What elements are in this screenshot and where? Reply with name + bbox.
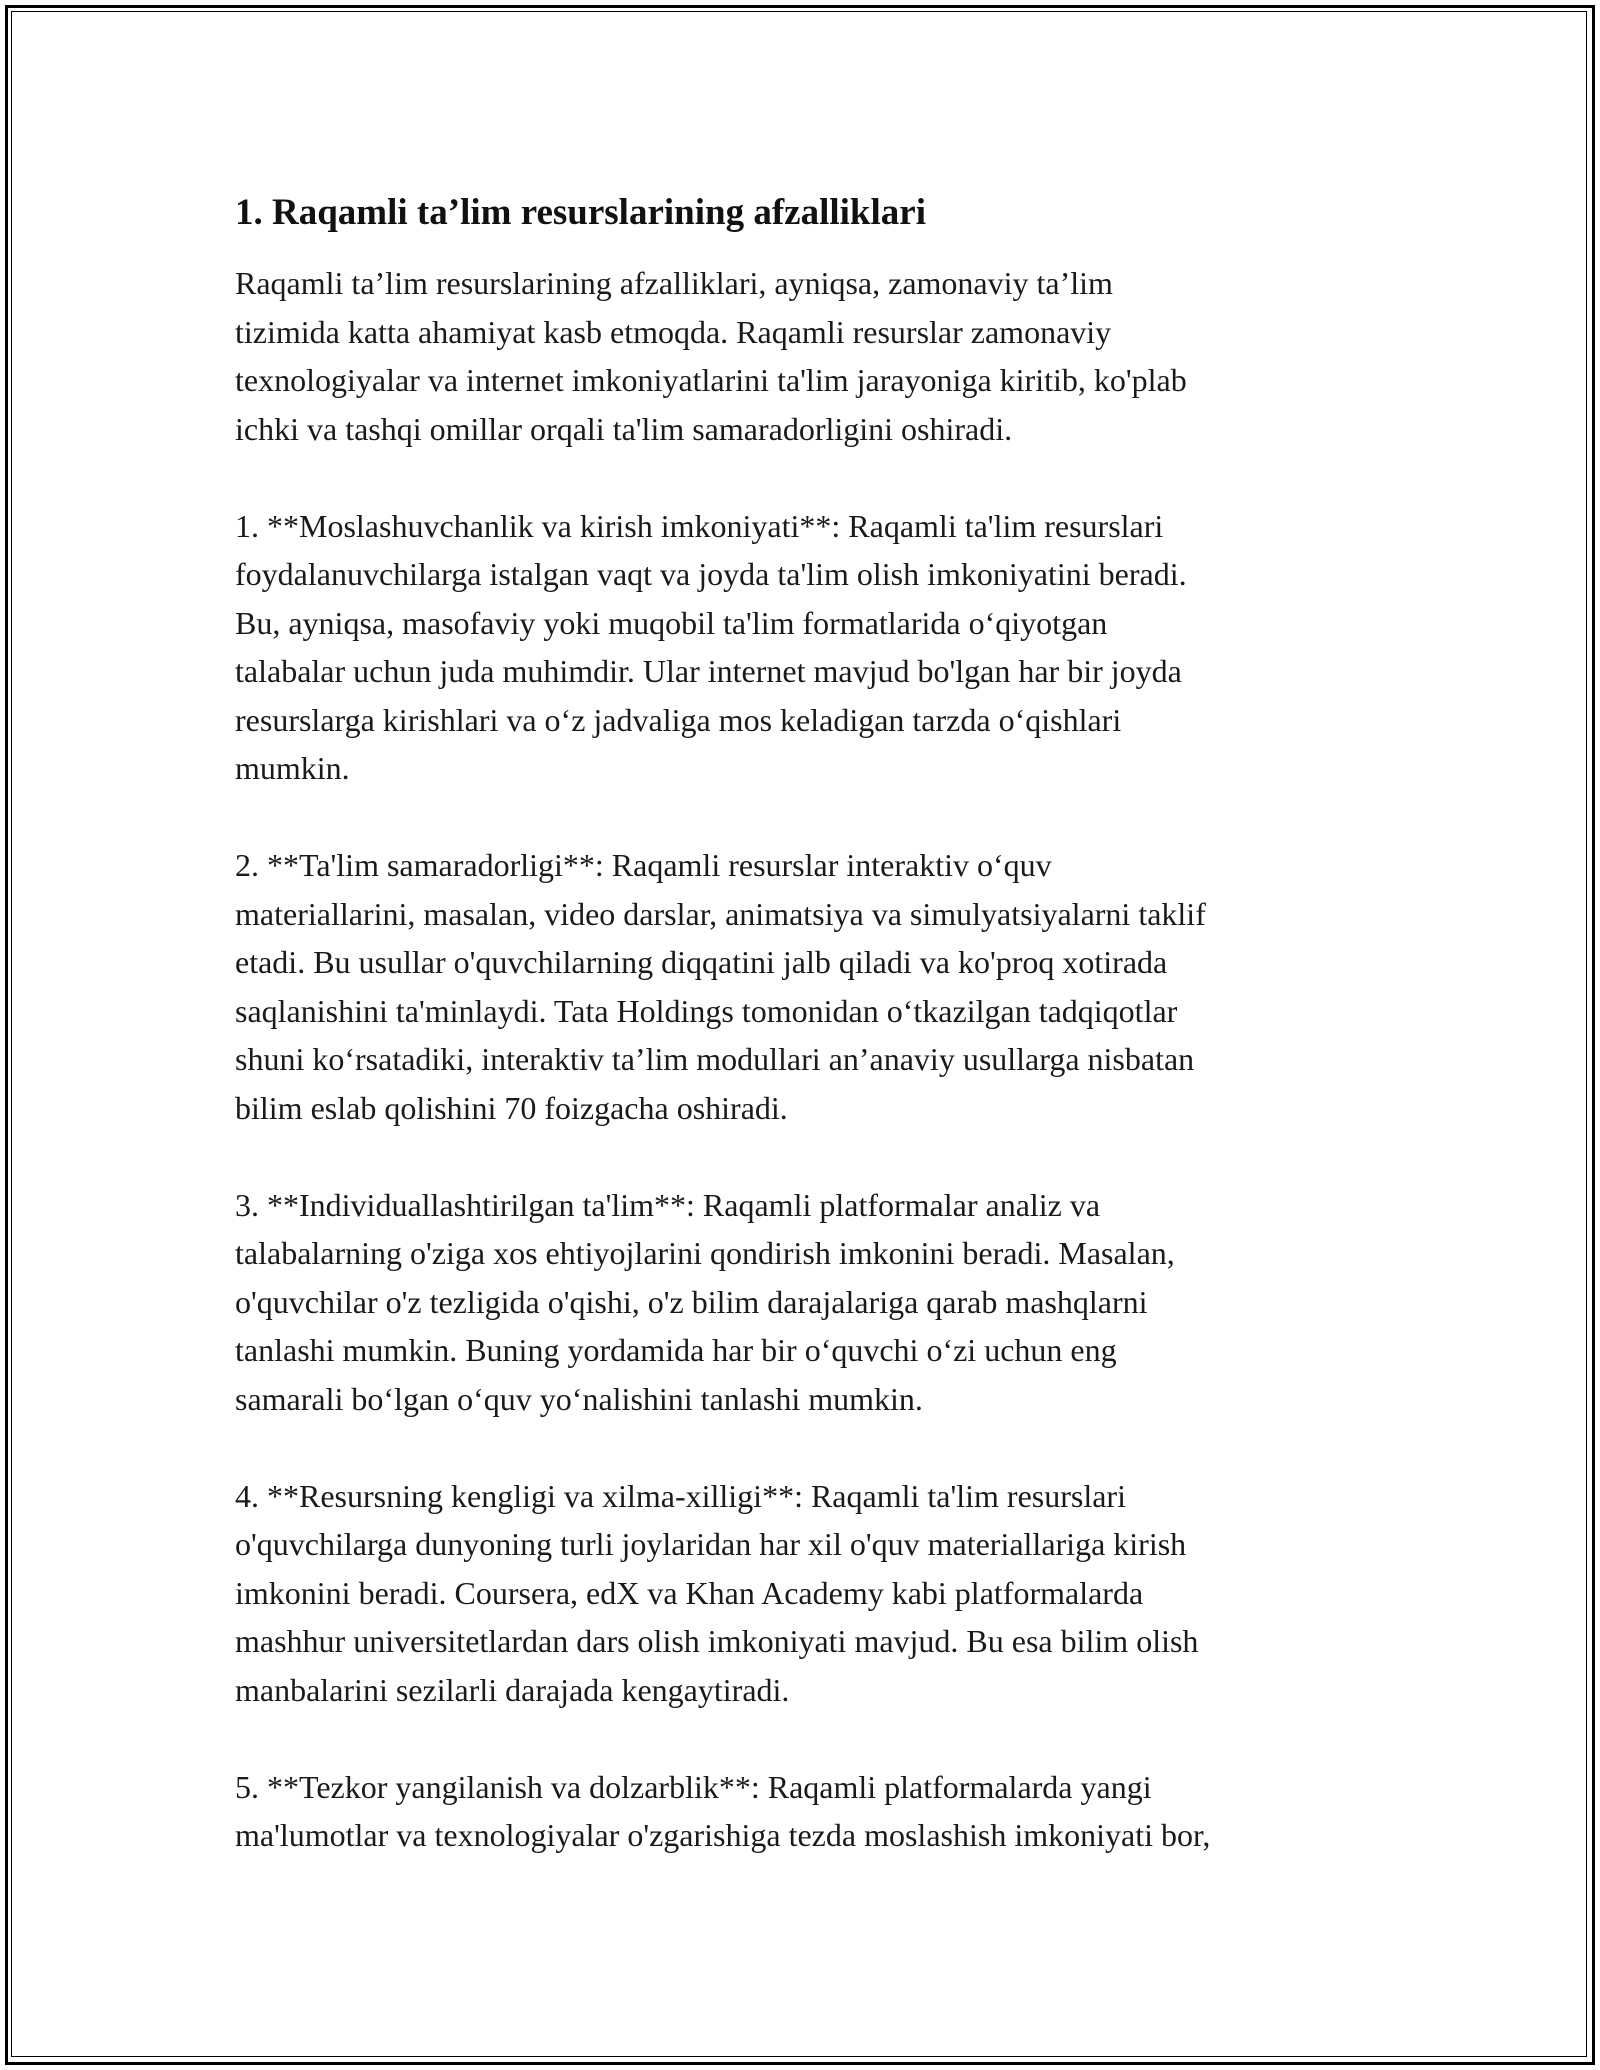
paragraph-effectiveness: 2. **Ta'lim samaradorligi**: Raqamli resurslar interaktiv o‘quv materiallarini, masalan, video darslar, animatsiya va simulyatsiyalarni taklif etadi. Bu usullar o'quvchilarning diqqatini jalb qiladi va ko'proq xotirada saqlanishini ta'minlaydi. Tata Holdings tomonidan o‘tkazilgan tadqiqotlar shuni ko‘rsatadiki, interaktiv ta’lim modullari an’anaviy usullarga nisbatan bilim eslab qolishini 70 foizgacha oshiradi. [235, 847, 1206, 1126]
paragraph-flexibility: 1. **Moslashuvchanlik va kirish imkoniyati**: Raqamli ta'lim resurslari foydalanuvchilarga istalgan vaqt va joyda ta'lim olish imkoniyatini beradi. Bu, ayniqsa, masofaviy yoki muqobil ta'lim formatlarida o‘qiyotgan talabalar uchun juda muhimdir. Ular internet mavjud bo'lgan har bir joyda resurslarga kirishlari va o‘z jadvaliga mos keladigan tarzda o‘qishlari mumkin. [235, 507, 1187, 786]
paragraph-individualized: 3. **Individuallashtirilgan ta'lim**: Raqamli platformalar analiz va talabalarning o'ziga xos ehtiyojlarini qondirish imkonini beradi. Masalan, o'quvchilar o'z tezligida o'qishi, o'z bilim darajalariga qarab mashqlarni tanlashi mumkin. Buning yordamida har bir o‘quvchi o‘zi uchun eng samarali bo‘lgan o‘quv yo‘nalishini tanlashi mumkin. [235, 1186, 1175, 1417]
document-body [235, 188, 1375, 1908]
intro-paragraph: Raqamli ta’lim resurslarining afzalliklari, ayniqsa, zamonaviy ta’lim tizimida katta ahamiyat kasb etmoqda. Raqamli resurslar zamonaviy texnologiyalar va internet imkoniyatlarini ta'lim jarayoniga kiritib, ko'plab ichki va tashqi omillar orqali ta'lim samaradorligini oshiradi. [235, 265, 1187, 447]
paragraph-resource-breadth: 4. **Resursning kengligi va xilma-xilligi**: Raqamli ta'lim resurslari o'quvchilarga dunyoning turli joylaridan har xil o'quv materiallariga kirish imkonini beradi. Coursera, edX va Khan Academy kabi platformalarda mashhur universitetlardan dars olish imkoniyati mavjud. Bu esa bilim olish manbalarini sezilarli darajada kengaytiradi. [235, 1477, 1199, 1708]
section-heading: 1. Raqamli ta’lim resurslarining afzalliklari [235, 192, 926, 233]
paragraph-quick-updates: 5. **Tezkor yangilanish va dolzarblik**: Raqamli platformalarda yangi ma'lumotlar va texnologiyalar o'zgarishiga tezda moslashish imkoniyati bor, [235, 1768, 1211, 1853]
